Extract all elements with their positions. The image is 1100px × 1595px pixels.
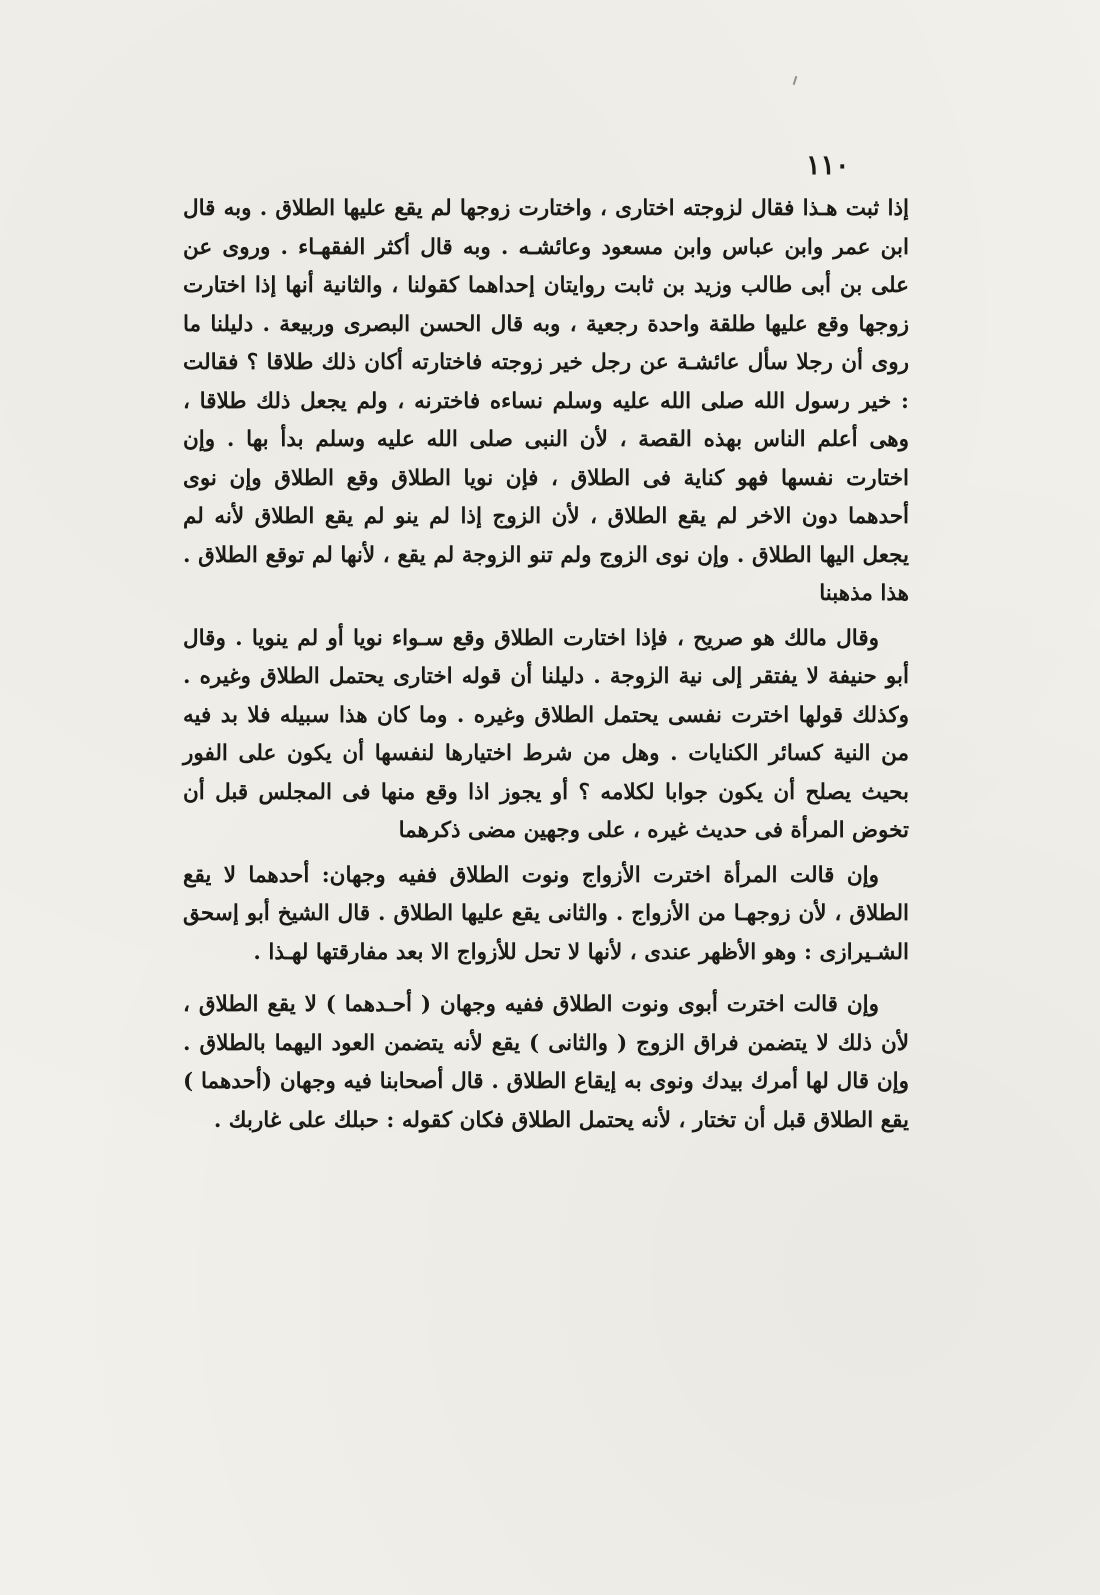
paragraph-2: وقال مالك هو صريح ، فإذا اختارت الطلاق وقع سـواء نويا أو لم ينويا . وقال أبو حنيفة لا يفتقر إلى نية الزوجة . دليلنا أن قوله اختارى يحتمل الطلاق وغيره . وكذلك قولها اخترت نفسى يحتمل الطلاق وغيره . وما كان هذا سبيله فلا بد فيه من النية كسائر الكنايات . وهل من شرط اختيارها لنفسها أن يكون على الفور بحيث يصلح أن يكون جوابا لكلامه ؟ أو يجوز اذا وقع منها فى المجلس قبل أن تخوض المرأة فى حديث غيره ، على وجهين مضى ذكرهما — [183, 625, 909, 843]
paragraph-1: إذا ثبت هـذا فقال لزوجته اختارى ، واختارت زوجها لم يقع عليها الطلاق . وبه قال ابن عمر وابن عباس وابن مسعود وعائشـه . وبه قال أكثر الفقهـاء . وروى عن على بن أبى طالب وزيد بن ثابت روايتان إحداهما كقولنا ، والثانية أنها إذا اختارت زوجها وقع عليها طلقة واحدة رجعية ، وبه قال الحسن البصرى وربيعة . دليلنا ما روى أن رجلا سأل عائشـة عن رجل خير زوجته فاختارته أكان ذلك طلاقا ؟ فقالت : خير رسول الله صلى الله عليه وسلم نساءه فاخترنه ، ولم يجعل ذلك طلاقا ، وهى أعلم الناس بهذه القصة ، لأن النبى صلى الله عليه وسلم بدأ بها . وإن اختارت نفسها فهو كناية فى الطلاق ، فإن نويا الطلاق وقع الطلاق وإن نوى أحدهما دون الاخر لم يقع الطلاق ، لأن الزوج إذا لم ينو لم يقع الطلاق لأنه لم يجعل اليها الطلاق . وإن نوى الزوج ولم تنو الزوجة لم يقع ، لأنها لم توقع الطلاق . هذا مذهبنا — [183, 196, 909, 606]
ink-speck — [793, 76, 798, 85]
body-text — [183, 190, 909, 1140]
paragraph-3: وإن قالت المرأة اخترت الأزواج ونوت الطلاق ففيه وجهان: أحدهما لا يقع الطلاق ، لأن زوجهـا من الأزواج . والثانى يقع عليها الطلاق . قال الشيخ أبو إسحق الشـيرازى : وهو الأظهر عندى ، لأنها لا تحل للأزواج الا بعد مفارقتها لهـذا . — [183, 862, 909, 965]
paragraph-4: وإن قالت اخترت أبوى ونوت الطلاق ففيه وجهان ( أحـدهما ) لا يقع الطلاق ، لأن ذلك لا يتضمن فراق الزوج ( والثانى ) يقع لأنه يتضمن العود اليهما بالطلاق . وإن قال لها أمرك بيدك ونوى به إيقاع الطلاق . قال أصحابنا فيه وجهان (أحدهما ) يقع الطلاق قبل أن تختار ، لأنه يحتمل الطلاق فكان كقوله : حبلك على غاربك . — [183, 992, 909, 1133]
page-number: ١١٠ — [806, 150, 850, 181]
